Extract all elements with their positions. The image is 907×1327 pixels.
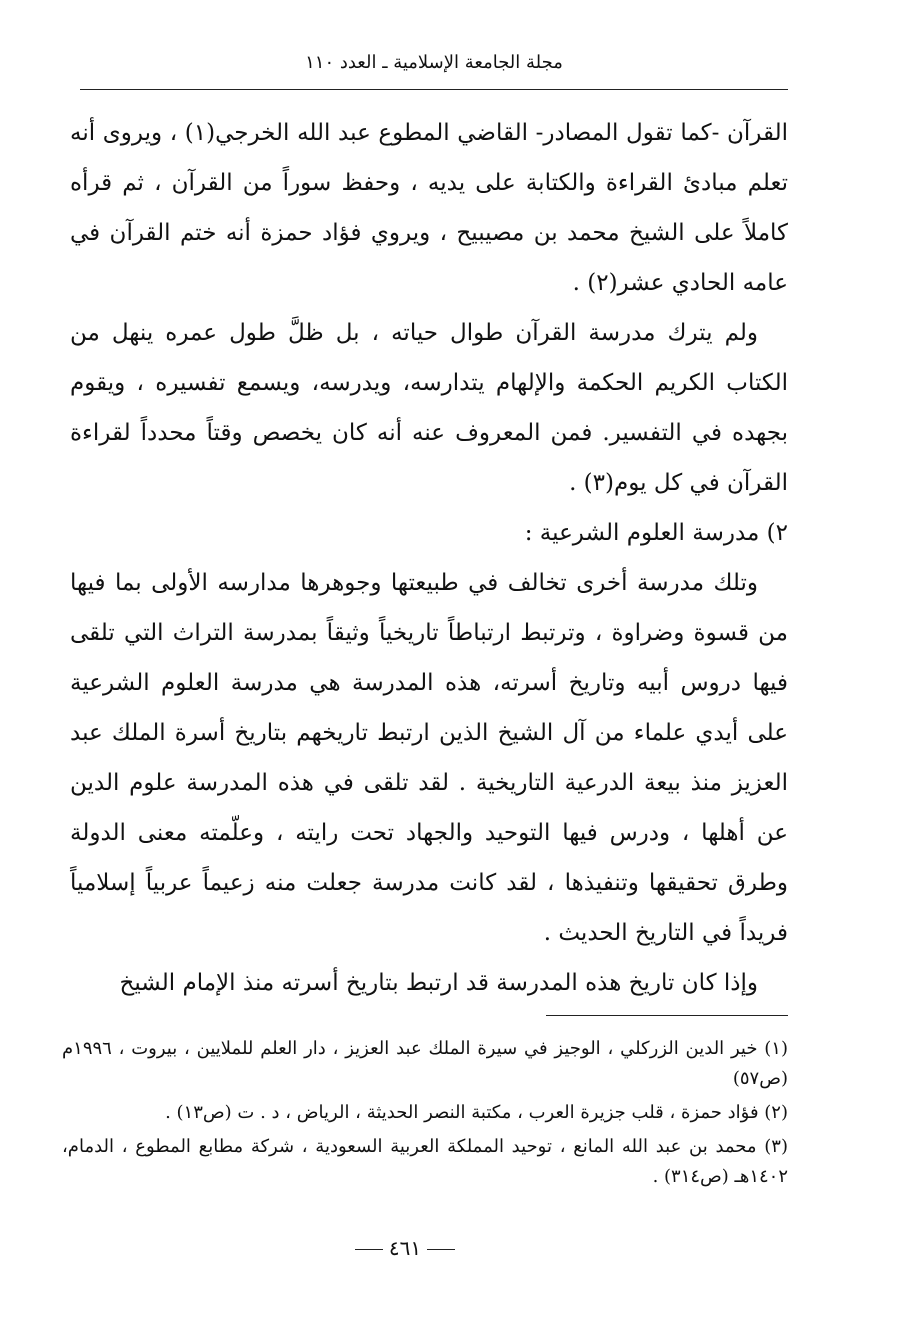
footnotes: [62, 1034, 788, 1196]
main-text: [70, 108, 788, 1008]
page-number: ٤٦١: [388, 1236, 422, 1260]
right-dash: [355, 1249, 383, 1250]
section-heading: ٢) مدرسة العلوم الشرعية :: [524, 520, 788, 546]
footnote-1: (١) خير الدين الزركلي ، الوجيز في سيرة الملك عبد العزيز ، دار العلم للملايين ، بيروت ، ١٩٩٦م (ص٥٧): [62, 1038, 788, 1089]
left-dash: [427, 1249, 455, 1250]
paragraph-4: وإذا كان تاريخ هذه المدرسة قد ارتبط بتاريخ أسرته منذ الإمام الشيخ: [119, 970, 758, 996]
footnote-3: (٣) محمد بن عبد الله المانع ، توحيد المملكة العربية السعودية ، شركة مطابع المطوع ، الدمام، ١٤٠٢هـ (ص٣١٤) .: [62, 1136, 788, 1187]
footnote-2: (٢) فؤاد حمزة ، قلب جزيرة العرب ، مكتبة النصر الحديثة ، الرياض ، د . ت (ص١٣) .: [165, 1102, 788, 1123]
paragraph-2: ولم يترك مدرسة القرآن طوال حياته ، بل ظلَّ طول عمره ينهل من الكتاب الكريم الحكمة والإلهام يتدارسه، ويدرسه، ويسمع تفسيره ، ويقوم بجهده في التفسير. فمن المعروف عنه أنه كان يخصص وقتاً محدداً لقراءة القرآن في كل يوم(٣) .: [70, 320, 788, 496]
paragraph-1: القرآن -كما تقول المصادر- القاضي المطوع عبد الله الخرجي(١) ، ويروى أنه تعلم مبادئ القراءة والكتابة على يديه ، وحفظ سوراً من القرآن ، ثم قرأه كاملاً على الشيخ محمد بن مصيبيح ، ويروي فؤاد حمزة أنه ختم القرآن في عامه الحادي عشر(٢) .: [70, 120, 788, 296]
paragraph-3: وتلك مدرسة أخرى تخالف في طبيعتها وجوهرها مدارسه الأولى بما فيها من قسوة وضراوة ، وترتبط ارتباطاً تاريخياً وثيقاً بمدرسة التراث التي تلقى فيها دروس أبيه وتاريخ أسرته، هذه المدرسة هي مدرسة العلوم الشرعية على أيدي علماء من آل الشيخ الذين ارتبط تاريخهم بتاريخ أسرة الملك عبد العزيز منذ بيعة الدرعية التاريخية . لقد تلقى في هذه المدرسة علوم الدين عن أهلها ، ودرس فيها التوحيد والجهاد تحت رايته ، وعلّمته معنى الدولة وطرق تحقيقها وتنفيذها ، لقد كانت مدرسة جعلت منه زعيماً عربياً إسلامياً فريداً في التاريخ الحديث .: [70, 570, 788, 946]
footnote-divider: [546, 1015, 788, 1016]
page-number-footer: [340, 1236, 470, 1260]
running-header: مجلة الجامعة الإسلامية ـ العدد ١١٠: [305, 52, 563, 73]
header-divider: [80, 89, 788, 90]
